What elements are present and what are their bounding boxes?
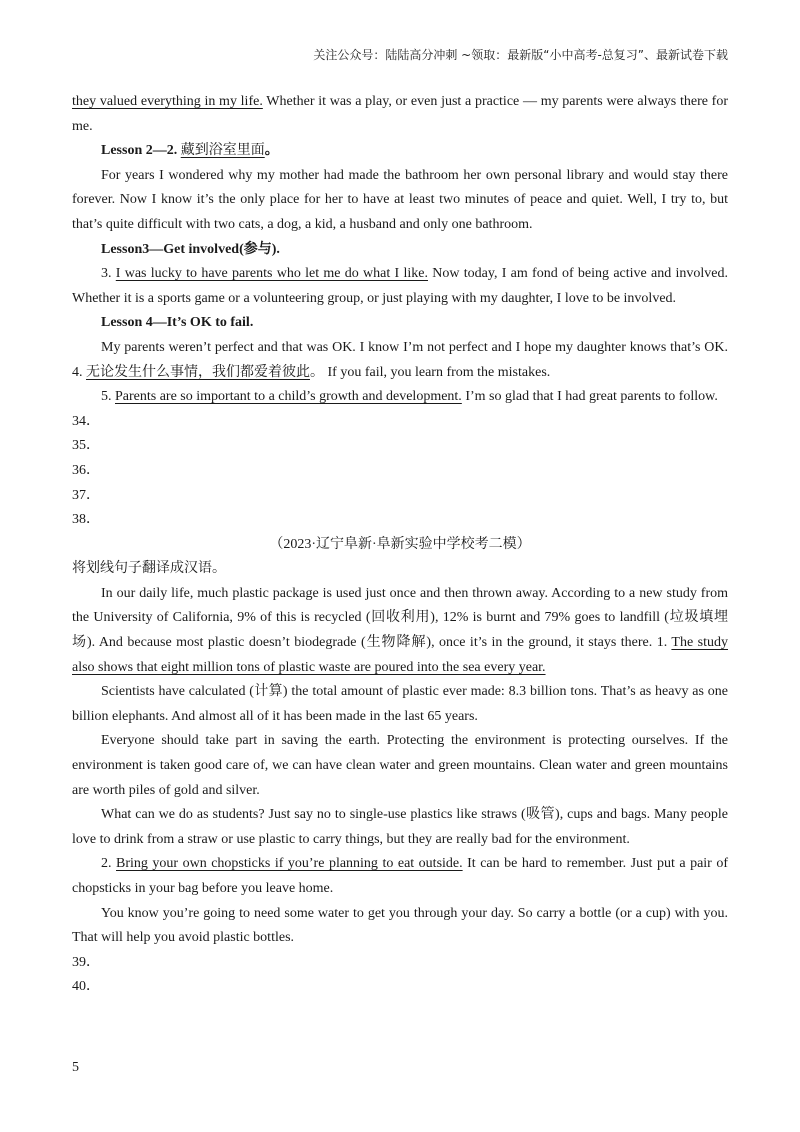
item-number: 5. bbox=[101, 389, 115, 405]
page-number: 5 bbox=[72, 1060, 79, 1075]
item-number: 3. bbox=[101, 266, 116, 282]
paragraph-3 bbox=[72, 262, 728, 311]
underlined-sentence: The study also shows that eight million tons of plastic waste are poured into the sea every year. bbox=[72, 635, 728, 675]
answer-line-36: 36． bbox=[72, 462, 100, 478]
instruction: 将划线句子翻译成汉语。 bbox=[72, 561, 226, 577]
paragraph-5 bbox=[72, 385, 728, 410]
underlined-sentence: they valued everything in my life. bbox=[72, 94, 263, 109]
paragraph-text: Now today, I am fond of being active and involved. Whether it is a sports game or a volunteering group, or just playing with my daughter, I love to be involved. bbox=[72, 266, 728, 306]
lesson-label: Lesson 2—2. bbox=[101, 143, 181, 159]
passage-paragraph-6: You know you’re going to need some water to get you through your day. So carry a bottle (or a cup) with you. That will help you avoid plastic bottles. bbox=[72, 905, 728, 946]
paragraph-text: 。 If you fail, you learn from the mistakes. bbox=[310, 364, 551, 380]
underlined-sentence: Bring your own chopsticks if you’re planning to eat outside. bbox=[116, 856, 463, 872]
underlined-sentence: 无论发生什么事情，我们都爱着彼此 bbox=[86, 364, 310, 380]
paragraph-4 bbox=[72, 336, 728, 385]
paragraph-text: It can be hard to remember. Just put a pair of chopsticks in your bag before you leave home. bbox=[72, 856, 729, 896]
answer-line-38: 38． bbox=[72, 512, 100, 528]
paragraph-2: For years I wondered why my mother had made the bathroom her own personal library and would stay there forever. Now I know it’s the only place for her to have at least two minutes of peace and quiet. Well, I try to, but that’s quite difficult with two cats, a dog, a kid, a husband and only one bathroom. bbox=[72, 167, 728, 232]
passage-paragraph-5 bbox=[72, 852, 728, 901]
answer-line-40: 40． bbox=[72, 979, 100, 995]
passage-paragraph-1 bbox=[72, 582, 728, 680]
punct: 。 bbox=[264, 143, 279, 159]
paragraph-text: My parents weren’t perfect and that was OK. I know I’m not perfect and I hope my daughter knows that’s OK. 4. bbox=[72, 339, 728, 380]
underlined-sentence: I was lucky to have parents who let me do what I like. bbox=[115, 266, 428, 282]
underlined-sentence: Parents are so important to a child’s growth and development. bbox=[115, 389, 462, 405]
answer-line-34: 34． bbox=[72, 413, 100, 429]
source-line: （2023·辽宁阜新·阜新实验中学校考二模） bbox=[269, 536, 531, 552]
item-number: 2. bbox=[101, 856, 117, 872]
document-body bbox=[72, 90, 728, 1000]
lesson-3-heading: Lesson3—Get involved(参与). bbox=[101, 241, 280, 257]
passage-paragraph-3: Everyone should take part in saving the earth. Protecting the environment is protecting ourselves. If the environment is taken good care of, we can have clean water and green mountains. Clean water and green mountains are worth piles of gold and silver. bbox=[72, 733, 728, 798]
paragraph-text: In our daily life, much plastic package is used just once and then thrown away. According to a new study from the University of California, 9% of this is recycled (回收利用), 12% is burnt and 79% goes to landfill (垃圾填埋场). And because most plastic doesn’t biodegrade (生物降解), once it’s in the ground, it stays there. 1. bbox=[72, 585, 728, 651]
passage-paragraph-2: Scientists have calculated (计算) the total amount of plastic ever made: 8.3 billion tons. That’s as heavy as one billion elephants. And almost all of it has been made in the last 65 years. bbox=[72, 684, 728, 724]
underlined-sentence: 藏到浴室里面 bbox=[180, 143, 265, 159]
answer-line-37: 37． bbox=[72, 487, 100, 503]
paragraph-text: Whether it was a play, or even just a practice — my parents were always there for me. bbox=[72, 94, 728, 134]
page-header: 关注公众号：陆陆高分冲刺 ~领取：最新版“小中高考-总复习”、最新试卷下载 bbox=[313, 48, 728, 62]
paragraph-text: I’m so glad that I had great parents to follow. bbox=[461, 389, 718, 405]
passage-paragraph-4: What can we do as students? Just say no to single-use plastics like straws (吸管), cups and bags. Many people love to drink from a straw or use plastic to carry things, but they are really bad for the environment. bbox=[72, 807, 728, 847]
answer-line-39: 39． bbox=[72, 954, 100, 970]
answer-line-35: 35． bbox=[72, 438, 100, 454]
lesson-4-heading: Lesson 4—It’s OK to fail. bbox=[101, 315, 254, 331]
paragraph-1 bbox=[72, 90, 728, 139]
lesson-2-heading bbox=[72, 139, 728, 164]
